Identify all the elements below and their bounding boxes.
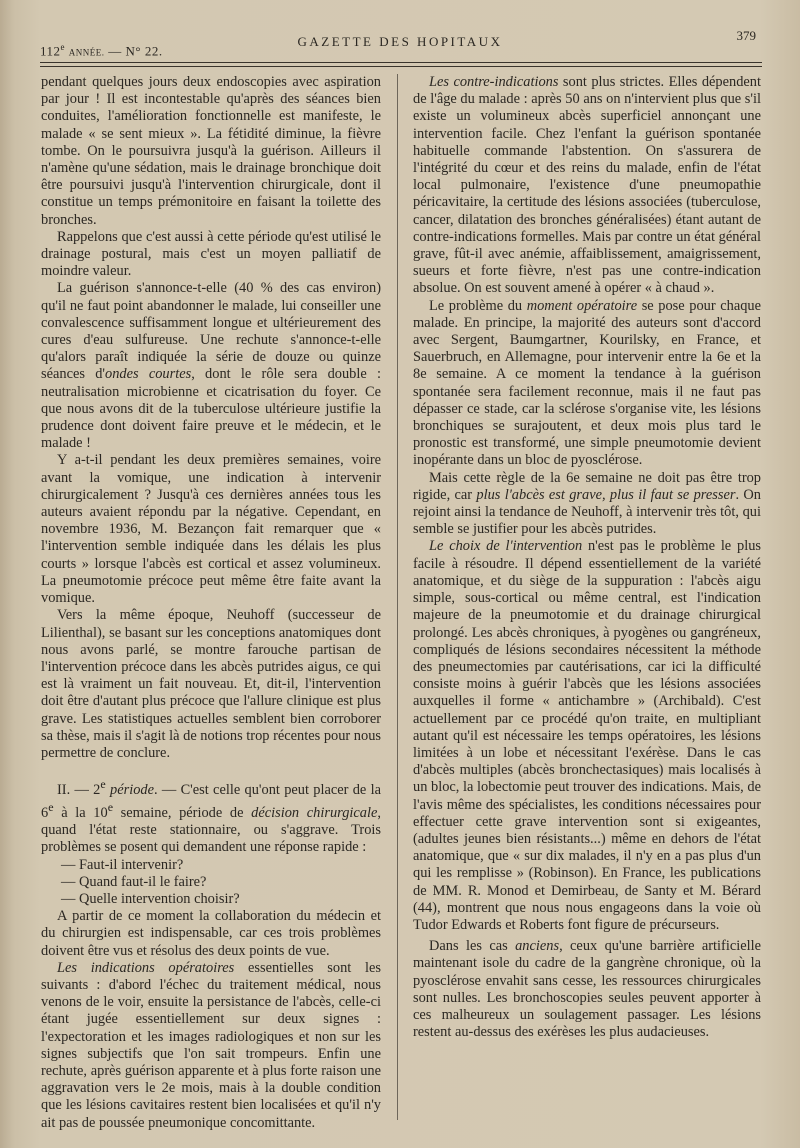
paragraph: Les contre-indications sont plus strictes. Elles dépendent de l'âge du malade : après 50 ans on n'intervient plus que s'il existe un volumineux abcès superficiel annonçant une intervention facile. Chez l'enfant la guérison spontanée habituelle commande l'abstention. On s'assurera de l'intégrité du cœur et des reins du malade, enfin de l'état local pulmonaire, l'existence d'une pneumopathie péricavitaire, la certitude des lésions associées (tuberculose, cancer, dilatation des bronches généralisées) étant autant de contre-indications formelles. Mais par contre un état général grave, fût-il avec anémie, affaiblissement, amaigrissement, sueurs et forte fièvre, n'est pas une contre-indication absolue. On est souvent amené à opérer « à chaud ». — [413, 74, 761, 297]
year-word: ANNÉE. — [68, 47, 105, 58]
paragraph: A partir de ce moment la collaboration du médecin et du chirurgien est indispensable, car ces trois problèmes doivent être vus et résolus des deux points de vue. — [41, 908, 381, 959]
left-column — [41, 74, 381, 1132]
issue-number: — N° 22. — [108, 43, 163, 59]
header-rule-thin — [40, 66, 762, 67]
year: 112 — [40, 43, 61, 59]
journal-title: GAZETTE DES HOPITAUX — [297, 34, 503, 49]
right-column — [413, 74, 761, 1041]
paragraph: Les indications opératoires essentielles sont les suivants : d'abord l'échec du traitement médical, nous venons de le voir, ensuite la persistance de l'abcès, celle-ci étant jugée essentiellement sur deux signes : l'expectoration et les images radiologiques et non sur les signes subjectifs que l'on sait trompeurs. Enfin une rechute, après guérison apparente et à plus forte raison une aggravation vers le 2e mois, mais à la double condition que les lésions cavitaires restent bien localisées et qu'il n'y ait pas de poussée pneumonique concomittante. — [41, 959, 381, 1131]
paragraph: Le choix de l'intervention n'est pas le problème le plus facile à résoudre. Il dépend essentiellement de la variété anatomique, et du siège de la suppuration : l'abcès aigu simple, sous-cortical ou même central, est l'indication majeure de la pneumotomie et du drainage chirurgical prolongé. Les abcès chroniques, à pyogènes ou gangréneux, compliqués de lésions secondaires nécessitent la méthode des pneumectomies par cautérisations, car ici la difficulté consiste moins à guérir l'abcès que les lésions associées auxquelles il forme « antichambre » (Archibald). C'est actuellement par ce procédé qu'on traite, en multipliant autant qu'il est nécessaire les temps opératoires, les lésions limitées à un lobe et nécessitant l'exérèse. Dans le cas d'abcès multiples (abcès bronchectasiques) mais localisés à un bloc, la lobectomie peut trouver des indications. Mais, de l'avis même des spécialistes, les conditions nécessaires pour effectuer cette grave intervention sont si exigeantes, (adultes jeunes bien résistants...) même en dehors de l'état anatomique, que « sur dix malades, il n'y en a pas plus d'un qui les remplisse » (Robinson). En France, les publications de MM. R. Monod et Demirbeau, de Santy et M. Bérard (44), montrent que nous nous engageons dans la voie où Tudor Edwards et Roberts font figure de précurseurs. — [413, 538, 761, 933]
paragraph: Vers la même époque, Neuhoff (successeur de Lilienthal), se basant sur les conceptions anatomiques dont nous avons parlé, se montre farouche partisan de l'intervention précoce dans les abcès putrides aigus, ce qui est là vraiment un fait nouveau. Et, dit-il, l'intervention doit être d'autant plus précoce que l'allure clinique est plus grave. Les statistiques actuelles semblent bien corroborer sa thèse, mais il s'agit là de notions trop récentes pour nous permettre de conclure. — [41, 607, 381, 761]
paragraph: Rappelons que c'est aussi à cette période qu'est utilisé le drainage postural, mais c'est un moyen palliatif de moindre valeur. — [41, 228, 381, 280]
paragraph: Y a-t-il pendant les deux premières semaines, voire avant la vomique, une indication à intervenir chirurgicalement ? Jusqu'à ces dernières années tous les auteurs avaient répondu par la négative. Cependant, en novembre 1936, M. Bezançon fait remarquer que « l'intervention semble indiquée dans les délais les plus courts » lorsque l'abcès est cortical et assez volumineux. La pneumotomie précoce peut même être faite avant la vomique. — [41, 452, 381, 607]
header-rule — [40, 62, 762, 63]
paragraph: Mais cette règle de la 6e semaine ne doit pas être trop rigide, car plus l'abcès est grave, plus il faut se presser. On rejoint ainsi la tendance de Neuhoff, à intervenir très tôt, qui semble se justifier pour les abcès putrides. — [413, 469, 761, 538]
paragraph: Le problème du moment opératoire se pose pour chaque malade. En principe, la majorité des auteurs sont d'accord avec Sergent, Baumgartner, Kourilsky, en France, et Sauerbruch, en Allemagne, pour intervenir entre la 6e et la 8e semaine. A ce moment la tendance à la guérison spontanée sera facilement reconnue, mais il ne faut pas dépasser ce stade, car la sclérose s'organise vite, les lésions bronchiques se surajoutent, et deux mois plus tard le pronostic est transformé, une simple pneumotomie devient inopérante dans un bloc de pyosclérose. — [413, 297, 761, 469]
question-item: — Quand faut-il le faire? — [61, 873, 207, 890]
paragraph: pendant quelques jours deux endoscopies avec aspiration par jour ! Il est incontestable qu'après des séances bien conduites, l'amélioration fonctionnelle est manifeste, le malade « se sent mieux ». La fétidité diminue, la fièvre tombe. On le poursuivra jusqu'à la guérison. Ailleurs il n'amène qu'une sédation, mais le drainage bronchique doit être poursuivi jusqu'à l'intervention chirurgicale, dont il constitue un temps prémonitoire en faisant la toilette des bronches. — [41, 74, 381, 228]
column-divider — [397, 74, 398, 1120]
question-item: — Quelle intervention choisir? — [61, 890, 240, 907]
paragraph: La guérison s'annonce-t-elle (40 % des cas environ) qu'il ne faut point abandonner le malade, lui conseiller une convalescence suffisamment longue et ultérieurement des cures d'eau sulfureuse. Une rechute s'annonce-t-elle qu'alors paraît indiquée la série de douze ou quinze séances d'ondes courtes, dont le rôle sera double : neutralisation microbienne et cicatrisation du foyer. Ce que nous avons dit de la tuberculose ultérieure justifie la prudence dont doivent faire preuve et le médecin, et le malade ! — [41, 280, 381, 452]
page-number: 379 — [736, 28, 756, 43]
year-suffix: e — [60, 42, 66, 52]
question-item: — Faut-il intervenir? — [61, 856, 184, 873]
section-heading-paragraph: II. — 2e période. — C'est celle qu'ont peut placer de la 6e à la 10e semaine, période de décision chirurgicale, quand l'état reste stationnaire, ou s'aggrave. Trois problèmes se posent qui demandent une réponse rapide : — [41, 777, 381, 856]
paragraph: Dans les cas anciens, ceux qu'une barrière artificielle maintenant isole du cadre de la gangrène chronique, où la pyosclérose envahit sans cesse, les ressources chirurgicales sont nulles. Les bronchoscopies seules peuvent apporter à ces malheureux un soulagement passager. Les lésions restent au-dessus des exérèses les plus audacieuses. — [413, 938, 761, 1041]
page-header — [40, 28, 760, 62]
